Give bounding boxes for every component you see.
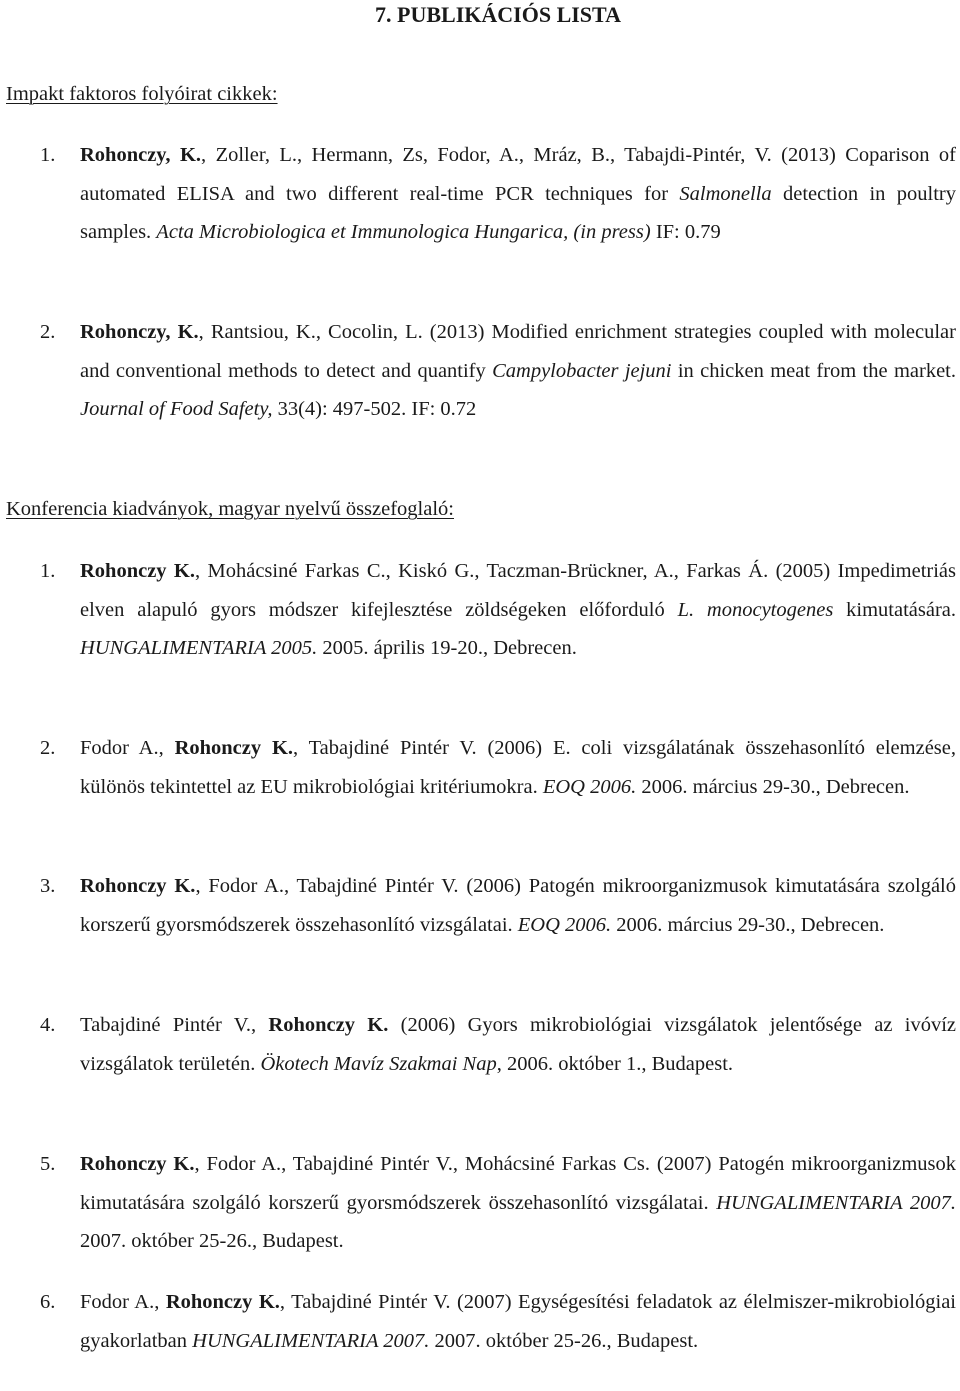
italic-text: Salmonella — [679, 182, 772, 205]
italic-text: Acta Microbiologica et Immunologica Hungarica, (in press) — [156, 221, 651, 244]
item-number: 1. — [40, 144, 56, 166]
citation-segment: kimutatására. — [833, 598, 956, 621]
citation-segment: in chicken meat from the market. — [671, 359, 956, 382]
citation-segment: 2006. március 29-30., Debrecen. — [636, 775, 910, 798]
publication-item — [0, 313, 960, 429]
citation-text — [80, 867, 956, 944]
citation-text — [80, 1145, 956, 1261]
citation-segment: Fodor A., — [80, 737, 175, 759]
item-number: 6. — [40, 1291, 56, 1313]
citation-segment: , Rantsiou, K., Cocolin, L. (2013) Modified enrichment strategies coupled with molecular and conventional methods to detect and quantify — [80, 321, 956, 382]
item-number: 4. — [40, 1014, 56, 1036]
publication-item — [0, 136, 960, 252]
citation-segment: 2006. március 29-30., Debrecen. — [611, 913, 885, 936]
section-heading-impact-journals: Impakt faktoros folyóirat cikkek: — [6, 83, 278, 105]
page-title: 7. PUBLIKÁCIÓS LISTA — [375, 2, 621, 27]
author-highlight: Rohonczy K. — [80, 875, 196, 897]
author-highlight: Rohonczy K. — [80, 1153, 195, 1175]
citation-text — [80, 1006, 956, 1083]
author-highlight: Rohonczy K. — [165, 1291, 280, 1313]
citation-segment: 2005. április 19-20., Debrecen. — [317, 637, 577, 660]
publication-item — [0, 867, 960, 944]
citation-segment: , Fodor A., Tabajdiné Pintér V., Mohácsiné Farkas Cs. (2007) Patogén mikroorganizmusok kimutatására szolgáló korszerű gyorsmódszerek összehasonlító vizsgálatai. — [80, 1153, 957, 1214]
citation-segment: (2006) Gyors mikrobiológiai vizsgálatok jelentősége az ivóvíz vizsgálatok területén. — [80, 1014, 957, 1075]
italic-text: Campylobacter jejuni — [492, 359, 672, 382]
citation-text — [80, 1283, 956, 1360]
item-number: 5. — [40, 1153, 56, 1175]
item-number: 1. — [40, 560, 56, 582]
item-number: 2. — [40, 321, 56, 343]
author-highlight: Rohonczy K. — [174, 737, 294, 759]
citation-segment: , Zoller, L., Hermann, Zs, Fodor, A., Mráz, B., Tabajdi-Pintér, V. (2013) Coparison of automated ELISA and two different real-time PCR techniques for — [80, 144, 956, 205]
citation-text — [80, 552, 956, 668]
italic-text: HUNGALIMENTARIA 2007. — [192, 1329, 430, 1352]
citation-segment: Tabajdiné Pintér V., — [80, 1014, 269, 1036]
citation-text — [80, 313, 956, 429]
publication-item — [0, 1006, 960, 1083]
citation-segment: , Fodor A., Tabajdiné Pintér V. (2006) Patogén mikroorganizmusok kimutatására szolgáló korszerű gyorsmódszerek összehasonlító vizsgálatai. — [80, 875, 957, 936]
author-highlight: Rohonczy, K. — [80, 144, 202, 166]
citation-segment: , Tabajdiné Pintér V. (2007) Egységesítési feladatok az élelmiszer-mikrobiológiai gyakorlatban — [80, 1291, 956, 1352]
citation-segment: , 2006. október 1., Budapest. — [496, 1052, 734, 1075]
citation-segment: Fodor A., — [80, 1291, 166, 1313]
italic-text: HUNGALIMENTARIA 2007. — [716, 1191, 957, 1214]
citation-segment: 33(4): 497-502. IF: 0.72 — [272, 398, 477, 421]
italic-text: EOQ 2006. — [542, 775, 637, 798]
publication-item — [0, 1145, 960, 1261]
author-highlight: Rohonczy K. — [268, 1014, 389, 1036]
item-number: 3. — [40, 875, 56, 897]
italic-text: EOQ 2006. — [517, 913, 612, 936]
citation-segment: 2007. október 25-26., Budapest. — [80, 1230, 344, 1253]
citation-segment: IF: 0.79 — [650, 221, 721, 244]
author-highlight: Rohonczy K. — [80, 560, 195, 582]
italic-text: Ökotech Mavíz Szakmai Nap — [260, 1052, 497, 1075]
citation-segment: , Mohácsiné Farkas C., Kiskó G., Taczman-Brückner, A., Farkas Á. (2005) Impedimetriás elven alapuló gyors módszer kifejlesztése zöldségeken előforduló — [80, 560, 957, 621]
italic-text: Journal of Food Safety, — [80, 398, 273, 421]
citation-segment: 2007. október 25-26., Budapest. — [429, 1329, 699, 1352]
citation-text — [80, 136, 956, 252]
citation-segment: detection in poultry samples. — [80, 182, 956, 244]
publication-item — [0, 552, 960, 668]
italic-text: L. monocytogenes — [677, 598, 834, 621]
italic-text: HUNGALIMENTARIA 2005. — [80, 637, 318, 660]
citation-text — [80, 729, 956, 806]
citation-segment: , Tabajdiné Pintér V. (2006) E. coli vizsgálatának összehasonlító elemzése, különös tekintettel az EU mikrobiológiai kritériumokra. — [80, 737, 957, 798]
author-highlight: Rohonczy, K. — [80, 321, 199, 343]
publication-item — [0, 729, 960, 806]
publication-item — [0, 1283, 960, 1360]
item-number: 2. — [40, 737, 56, 759]
section-heading-conference-proceedings: Konferencia kiadványok, magyar nyelvű összefoglaló: — [6, 498, 454, 520]
